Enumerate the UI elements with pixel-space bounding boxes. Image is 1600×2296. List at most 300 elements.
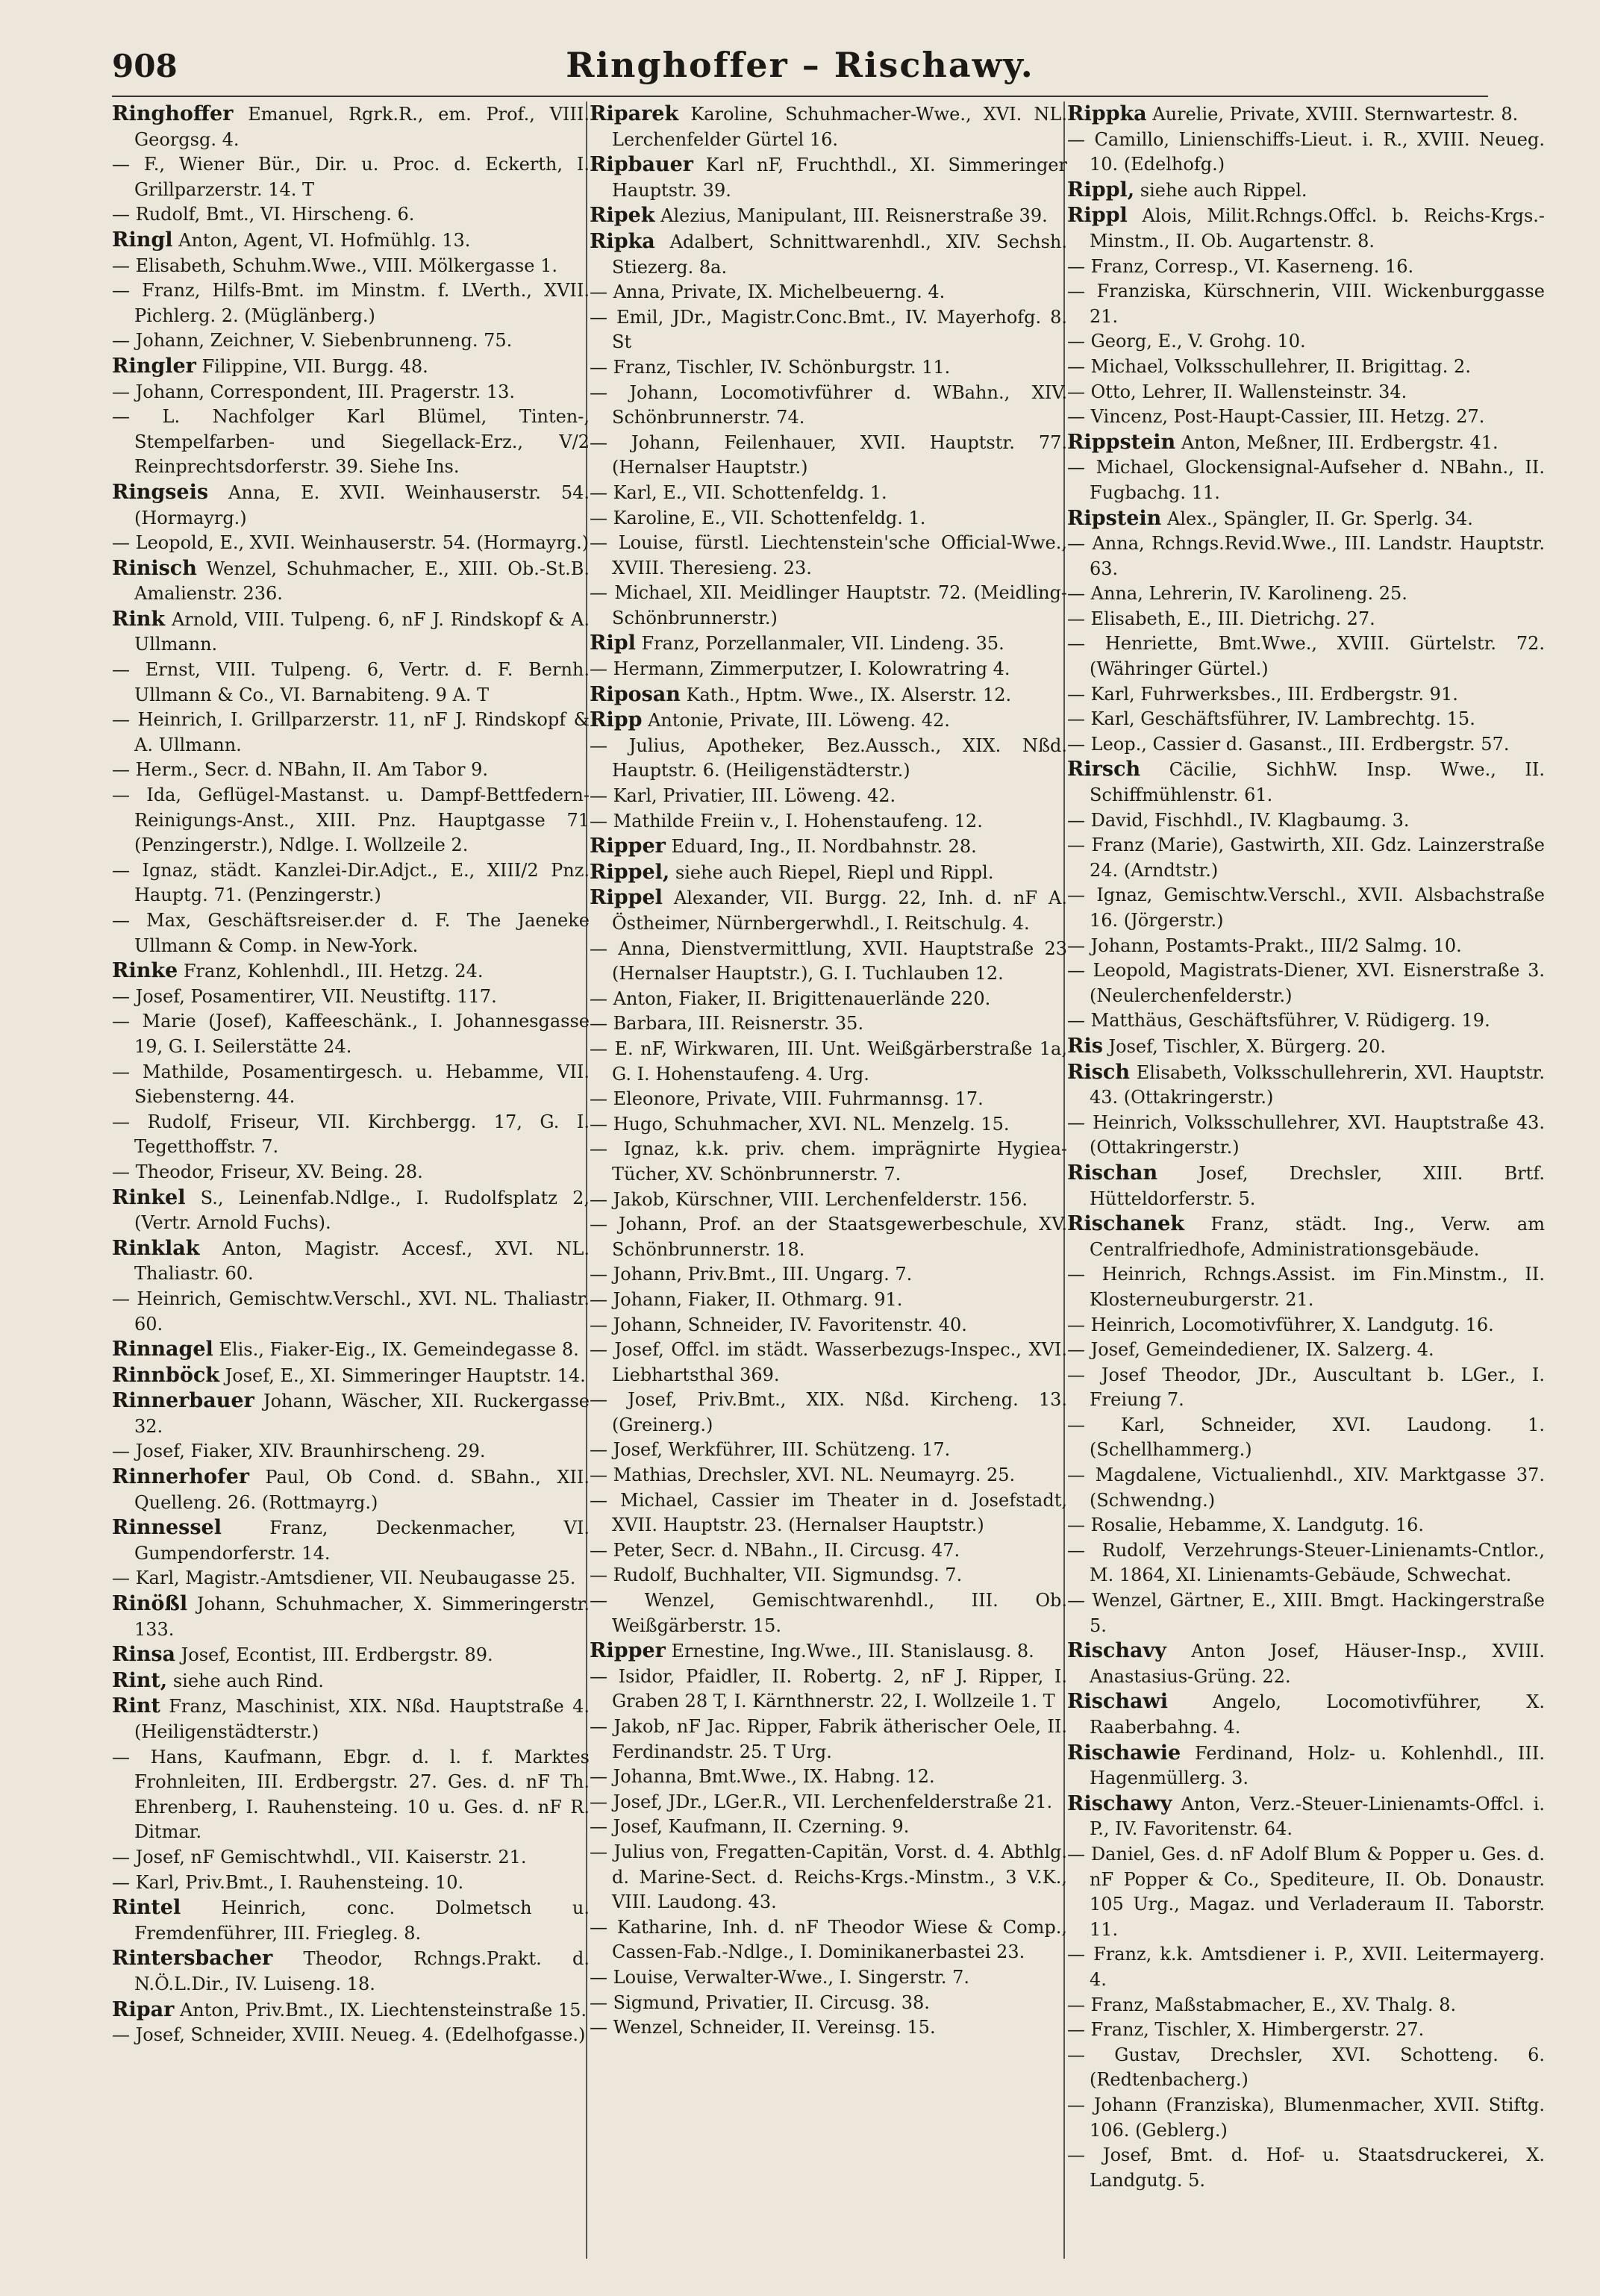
directory-entry	[590, 381, 1067, 431]
directory-entry	[590, 1338, 1067, 1388]
directory-entry	[590, 1765, 1067, 1790]
directory-entry	[590, 937, 1067, 987]
entry-surname: Ripbauer	[590, 153, 693, 177]
entry-surname: Rischawy	[1067, 1791, 1172, 1815]
entry-text: Alexander, VII. Burgg. 22, Inh. d. nF A. Östheimer, Nürnbergerwhdl., I. Reitschulg. 4.	[612, 887, 1067, 934]
entry-surname: Ringler	[112, 354, 196, 378]
entry-text: Alex., Spängler, II. Gr. Sperlg. 34.	[1166, 508, 1473, 529]
directory-entry	[590, 1915, 1067, 1965]
entry-surname: Rinnerbauer	[112, 1389, 254, 1413]
entry-text: — Johann (Franziska), Blumenmacher, XVII. Stiftg. 106. (Geblerg.)	[1067, 2094, 1545, 2141]
entry-text: Anton, Priv.Bmt., IX. Liechtensteinstraße 15.	[179, 1999, 587, 2021]
entry-surname: Rischawie	[1067, 1741, 1181, 1765]
entry-surname: Rischavy	[1067, 1639, 1166, 1663]
entry-text: — Katharine, Inh. d. nF Theodor Wiese & Comp., Cassen-Fab.-Ndlge., I. Dominikanerbastei 23.	[590, 1916, 1067, 1963]
directory-entry	[1067, 1211, 1545, 1262]
directory-entry	[1067, 2143, 1545, 2193]
entry-surname: Ripka	[590, 229, 655, 253]
entry-text: — Franz (Marie), Gastwirth, XII. Gdz. Lainzerstraße 24. (Arndtstr.)	[1067, 835, 1545, 881]
entry-text: Kath., Hptm. Wwe., IX. Alserstr. 12.	[686, 684, 1012, 705]
directory-entry	[112, 1745, 590, 1845]
entry-surname: Rink	[112, 607, 166, 631]
entry-text: — Matthäus, Geschäftsführer, V. Rüdigerg. 19.	[1067, 1010, 1490, 1032]
entry-text: — Franz, Hilfs-Bmt. im Minstm. f. LVerth., XVII. Pichlerg. 2. (Müglänberg.)	[112, 280, 590, 326]
entry-text: — Sigmund, Privatier, II. Circusg. 38.	[590, 1991, 930, 2013]
entry-text: — Camillo, Linienschiffs-Lieut. i. R., XVIII. Neueg. 10. (Edelhofg.)	[1067, 128, 1545, 175]
entry-text: — Johann, Correspondent, III. Pragerstr. 13.	[112, 381, 515, 402]
entry-surname: Rinke	[112, 959, 178, 983]
entry-text: — Franz, Corresp., VI. Kaserneng. 16.	[1067, 255, 1414, 277]
entry-text: — Mathilde, Posamentirgesch. u. Hebamme, VII. Siebensterng. 44.	[112, 1061, 590, 1108]
entry-text: — Johann, Locomotivführer d. WBahn., XIV. Schönbrunnerstr. 74.	[590, 381, 1067, 428]
directory-entry	[590, 834, 1067, 860]
directory-entry	[112, 228, 590, 254]
entry-surname: Rippel	[590, 886, 663, 910]
directory-entry	[1067, 1338, 1545, 1363]
directory-entry	[112, 1845, 590, 1871]
directory-entry	[590, 1488, 1067, 1538]
entry-text: Anton Josef, Häuser-Insp., XVIII. Anastasius-Grüng. 22.	[1090, 1641, 1545, 1687]
entry-surname: Rippka	[1067, 102, 1147, 125]
directory-entry	[1067, 2043, 1545, 2093]
directory-entry	[590, 2015, 1067, 2041]
entry-text: — Hans, Kaufmann, Ebgr. d. l. f. Marktes Frohnleiten, III. Erdbergstr. 27. Ges. d. nF Th. Ehrenberg, I. Rauhensteing. 10 u. Ges. d. nF R. Ditmar.	[112, 1746, 590, 1843]
directory-entry	[1067, 1513, 1545, 1538]
entry-text: — Karl, Magistr.-Amtsdiener, VII. Neubaugasse 25.	[112, 1567, 576, 1589]
entry-text: Josef, Econtist, III. Erdbergstr. 89.	[181, 1644, 493, 1666]
entry-text: — F., Wiener Bür., Dir. u. Proc. d. Eckerth, I. Grillparzerstr. 14. T	[112, 154, 590, 200]
entry-text: Wenzel, Schuhmacher, E., XIII. Ob.-St.B. Amalienstr. 236.	[134, 558, 590, 605]
directory-entry	[112, 1110, 590, 1160]
entry-text: — Heinrich, Volksschullehrer, XVI. Hauptstraße 43. (Ottakringerstr.)	[1067, 1111, 1545, 1158]
directory-entry	[1067, 934, 1545, 959]
entry-surname: Rintel	[112, 1896, 181, 1920]
directory-entry	[1067, 102, 1545, 128]
entry-surname: Rinnerhofer	[112, 1465, 250, 1489]
entry-text: — Johann, Feilenhauer, XVII. Hauptstr. 77. (Hernalser Hauptstr.)	[590, 431, 1067, 478]
directory-entry	[112, 858, 590, 908]
entry-text: — Heinrich, Gemischtw.Verschl., XVI. NL. Thaliastr. 60.	[112, 1288, 590, 1335]
directory-entry	[1067, 178, 1545, 204]
entry-text: Heinrich, conc. Dolmetsch u. Fremdenführer, III. Friegleg. 8.	[134, 1897, 590, 1944]
entry-text: — Michael, XII. Meidlinger Hauptstr. 72. (Meidling-Schönbrunnerstr.)	[590, 582, 1067, 628]
entry-text: — Wenzel, Gemischtwarenhdl., III. Ob. Weißgärberstr. 15.	[590, 1590, 1067, 1636]
entry-text: Ferdinand, Holz- u. Kohlenhdl., III. Hagenmüllerg. 3.	[1090, 1742, 1545, 1789]
directory-entry	[1067, 329, 1545, 355]
directory-entry	[590, 1212, 1067, 1262]
entry-surname: Rinößl	[112, 1592, 188, 1616]
entry-text: — Josef Theodor, JDr., Auscultant b. LGer., I. Freiung 7.	[1067, 1364, 1545, 1411]
directory-entry	[1067, 430, 1545, 456]
entry-text: — Josef, Posamentirer, VII. Neustiftg. 117.	[112, 985, 497, 1007]
entry-text: Angelo, Locomotivführer, X. Raaberbahng. 4.	[1090, 1691, 1545, 1738]
entry-text: — Johann, Prof. an der Staatsgewerbeschule, XV. Schönbrunnerstr. 18.	[590, 1214, 1067, 1260]
entry-text: — Josef, Fiaker, XIV. Braunhirscheng. 29.	[112, 1441, 486, 1462]
directory-entry	[590, 1313, 1067, 1338]
entry-text: Emanuel, Rgrk.R., em. Prof., VIII. Georgsg. 4.	[134, 104, 590, 150]
directory-entry	[1067, 1262, 1545, 1312]
entry-text: — Johann, Zeichner, V. Siebenbrunneng. 75.	[112, 330, 513, 352]
entry-text: Aurelie, Private, XVIII. Sternwartestr. 8.	[1152, 104, 1519, 125]
entry-text: Anton, Verz.-Steuer-Linienamts-Offcl. i. P., IV. Favoritenstr. 64.	[1090, 1793, 1545, 1840]
entry-text: — Herm., Secr. d. NBahn, II. Am Tabor 9.	[112, 759, 488, 781]
header-rule	[112, 96, 1488, 97]
entry-surname: Rintersbacher	[112, 1947, 273, 1971]
directory-entry	[590, 860, 1067, 886]
directory-entry	[590, 581, 1067, 631]
entry-text: — Barbara, III. Reisnerstr. 35.	[590, 1013, 864, 1035]
directory-entry	[590, 682, 1067, 708]
directory-entry	[112, 1009, 590, 1059]
entry-text: Ernestine, Ing.Wwe., III. Stanislausg. 8.	[671, 1641, 1034, 1662]
entry-text: — Jakob, nF Jac. Ripper, Fabrik ätherischer Oele, II. Ferdinandstr. 25. T Urg.	[590, 1716, 1067, 1762]
entry-text: Alezius, Manipulant, III. Reisnerstraße 39.	[660, 205, 1048, 227]
directory-entry	[1067, 808, 1545, 834]
directory-entry	[112, 2023, 590, 2048]
directory-entry	[1067, 1588, 1545, 1638]
directory-entry	[1067, 631, 1545, 681]
entry-text: — Wenzel, Gärtner, E., XIII. Bmgt. Hackingerstraße 5.	[1067, 1590, 1545, 1636]
entry-surname: Rint	[112, 1694, 160, 1718]
directory-entry	[112, 1337, 590, 1363]
directory-entry	[112, 1439, 590, 1464]
entry-text: — Anton, Fiaker, II. Brigittenauerlände 220.	[590, 988, 991, 1009]
directory-entry	[1067, 732, 1545, 758]
directory-entry	[590, 1665, 1067, 1715]
running-title: Ringhoffer – Rischawy.	[566, 45, 1034, 85]
entry-text: Filippine, VII. Burgg. 48.	[201, 355, 428, 377]
entry-text: Karl nF, Fruchthdl., XI. Simmeringer Hauptstr. 39.	[612, 155, 1067, 201]
entry-text: — Karoline, E., VII. Schottenfeldg. 1.	[590, 507, 926, 528]
entry-text: — Michael, Glockensignal-Aufseher d. NBahn., II. Fugbachg. 11.	[1067, 457, 1545, 503]
entry-text: Franz, Deckenmacher, VI. Gumpendorferstr. 14.	[134, 1517, 590, 1564]
entry-text: — Marie (Josef), Kaffeeschänk., I. Johannesgasse 19, G. I. Seilerstätte 24.	[112, 1011, 590, 1057]
entry-surname: Ripper	[590, 835, 666, 858]
directory-entry	[112, 1694, 590, 1744]
directory-entry	[590, 1438, 1067, 1463]
directory-entry	[1067, 833, 1545, 883]
directory-entry	[1067, 1689, 1545, 1740]
directory-entry	[590, 102, 1067, 152]
entry-text: — Julius von, Fregatten-Capitän, Vorst. d. 4. Abthlg. d. Marine-Sect. d. Reichs-Krgs.-Minstm., 3 V.K., VIII. Laudong. 43.	[590, 1841, 1067, 1913]
entry-text: — E. nF, Wirkwaren, III. Unt. Weißgärberstraße 1a, G. I. Hohenstaufeng. 4. Urg.	[590, 1038, 1067, 1085]
directory-entry	[1067, 1034, 1545, 1060]
entry-text: — Karl, Priv.Bmt., I. Rauhensteing. 10.	[112, 1871, 464, 1893]
entry-surname: Ripar	[112, 1997, 175, 2021]
entry-text: — Wenzel, Schneider, II. Vereinsg. 15.	[590, 2017, 936, 2038]
directory-entry	[590, 885, 1067, 936]
directory-entry	[590, 1991, 1067, 2016]
entry-text: — Heinrich, Rchngs.Assist. im Fin.Minstm., II. Klosterneuburgerstr. 21.	[1067, 1264, 1545, 1310]
entry-text: — Anna, Lehrerin, IV. Karolineng. 25.	[1067, 583, 1407, 605]
entry-text: — Theodor, Friseur, XV. Being. 28.	[112, 1161, 423, 1182]
directory-entry	[1067, 203, 1545, 254]
directory-entry	[112, 1515, 590, 1566]
entry-text: — Johann, Schneider, IV. Favoritenstr. 40.	[590, 1314, 967, 1335]
entry-text: — Emil, JDr., Magistr.Conc.Bmt., IV. Mayerhofg. 8. St	[590, 306, 1067, 353]
entry-text: — Josef, Gemeindediener, IX. Salzerg. 4.	[1067, 1339, 1434, 1361]
entry-text: — Josef, Bmt. d. Hof- u. Staatsdruckerei, X. Landgutg. 5.	[1067, 2144, 1545, 2191]
entry-text: Anton, Agent, VI. Hofmühlg. 13.	[178, 229, 471, 251]
directory-entry	[590, 987, 1067, 1012]
directory-entry	[112, 405, 590, 480]
directory-entry	[1067, 607, 1545, 632]
entry-text: — Josef, Schneider, XVIII. Neueg. 4. (Edelhofgasse.)	[112, 2024, 586, 2046]
entry-text: — Johann, Postamts-Prakt., III/2 Salmg. 10.	[1067, 935, 1462, 956]
directory-entry	[112, 1871, 590, 1896]
directory-entry	[590, 708, 1067, 734]
entry-surname: Rischawi	[1067, 1690, 1168, 1714]
directory-entry	[112, 202, 590, 228]
entry-surname: Ris	[1067, 1034, 1103, 1058]
entry-text: — Anna, Dienstvermittlung, XVII. Hauptstraße 23 (Hernalser Hauptstr.), G. I. Tuchlauben 12.	[590, 938, 1067, 985]
entry-text: — Otto, Lehrer, II. Wallensteinstr. 34.	[1067, 381, 1407, 402]
entry-text: — Karl, Geschäftsführer, IV. Lambrechtg. 15.	[1067, 708, 1475, 730]
entry-text: — Michael, Cassier im Theater in d. Josefstadt, XVII. Hauptstr. 23. (Hernalser Hauptstr.)	[590, 1489, 1067, 1536]
entry-text: — Johanna, Bmt.Wwe., IX. Habng. 12.	[590, 1766, 935, 1788]
entry-surname: Ripp	[590, 708, 643, 732]
entry-text: — Karl, E., VII. Schottenfeldg. 1.	[590, 481, 887, 503]
directory-entry	[1067, 958, 1545, 1008]
directory-entry	[112, 152, 590, 202]
directory-entry	[112, 1566, 590, 1591]
directory-entry	[112, 102, 590, 152]
entry-surname: Ripl	[590, 631, 636, 655]
entry-text: Theodor, Rchngs.Prakt. d. N.Ö.L.Dir., IV. Luiseng. 18.	[134, 1948, 590, 1994]
directory-entry	[1067, 1741, 1545, 1791]
directory-entry	[112, 985, 590, 1010]
directory-entry	[1067, 405, 1545, 430]
directory-entry	[590, 734, 1067, 784]
directory-entry	[1067, 2093, 1545, 2143]
entry-surname: Ripek	[590, 204, 655, 228]
directory-entry	[1067, 581, 1545, 607]
entry-text: — Josef, Werkführer, III. Schützeng. 17.	[590, 1439, 951, 1461]
directory-entry	[1067, 1363, 1545, 1413]
entry-text: — Mathilde Freiin v., I. Hohenstaufeng. 12.	[590, 810, 983, 832]
entry-surname: Rinnagel	[112, 1338, 213, 1361]
entry-text: — Rosalie, Hebamme, X. Landgutg. 16.	[1067, 1514, 1425, 1536]
entry-text: — Isidor, Pfaidler, II. Robertg. 2, nF J. Ripper, I. Graben 28 T, I. Kärnthnerstr. 22, I. Wollzeile 1. T	[590, 1665, 1067, 1712]
directory-entry	[112, 480, 590, 531]
directory-entry	[112, 1895, 590, 1946]
entry-text: — Vincenz, Post-Haupt-Cassier, III. Hetzg. 27.	[1067, 406, 1485, 428]
entry-surname: Ripstein	[1067, 506, 1162, 530]
entry-text: — David, Fischhdl., IV. Klagbaumg. 3.	[1067, 809, 1410, 831]
directory-entry	[1067, 1538, 1545, 1588]
entry-text: siehe auch Riepel, Riepl und Rippl.	[675, 861, 994, 883]
entry-text: Josef, Tischler, X. Bürgerg. 20.	[1108, 1035, 1387, 1057]
entry-text: — Leopold, Magistrats-Diener, XVI. Eisnerstraße 3. (Neulerchenfelderstr.)	[1067, 960, 1545, 1006]
entry-text: Franz, Kohlenhdl., III. Hetzg. 24.	[183, 961, 484, 982]
directory-entry	[112, 1287, 590, 1337]
directory-entry	[112, 658, 590, 708]
directory-entry	[112, 1642, 590, 1668]
directory-entry	[590, 809, 1067, 835]
entry-surname: Rinklak	[112, 1236, 200, 1260]
entry-text: — Ignaz, städt. Kanzlei-Dir.Adjct., E., XIII/2 Pnz. Hauptg. 71. (Penzingerstr.)	[112, 859, 590, 906]
entry-text: — Franz, Maßstabmacher, E., XV. Thalg. 8.	[1067, 1994, 1457, 2015]
directory-entry	[1067, 1842, 1545, 1942]
entry-text: — Ignaz, k.k. priv. chem. imprägnirte Hygiea-Tücher, XV. Schönbrunnerstr. 7.	[590, 1138, 1067, 1185]
entry-text: — Mathias, Drechsler, XVI. NL. Neumayrg. 25.	[590, 1464, 1016, 1486]
entry-text: — Franziska, Kürschnerin, VIII. Wickenburggasse 21.	[1067, 281, 1545, 327]
entry-text: — Rudolf, Buchhalter, VII. Sigmundsg. 7.	[590, 1565, 963, 1586]
entry-text: Karoline, Schuhmacher-Wwe., XVI. NL. Lerchenfelder Gürtel 16.	[612, 104, 1067, 150]
entry-text: — Franz, Tischler, X. Himbergerstr. 27.	[1067, 2019, 1425, 2041]
directory-entry	[590, 1262, 1067, 1288]
directory-entry	[112, 1185, 590, 1236]
directory-entry	[1067, 757, 1545, 808]
directory-entry	[112, 354, 590, 380]
directory-entry	[590, 280, 1067, 305]
directory-entry	[112, 1060, 590, 1110]
directory-entry	[1067, 2018, 1545, 2043]
entry-surname: Rippl,	[1067, 178, 1135, 202]
directory-entry	[112, 1591, 590, 1642]
directory-entry	[112, 958, 590, 985]
page-number: 908	[112, 48, 178, 84]
directory-entry	[590, 1011, 1067, 1037]
entry-text: — Hermann, Zimmerputzer, I. Kolowratring 4.	[590, 658, 1010, 680]
entry-text: — Hugo, Schuhmacher, XVI. NL. Menzelg. 15.	[590, 1113, 1010, 1135]
directory-entry	[1067, 1161, 1545, 1211]
entry-surname: Risch	[1067, 1060, 1130, 1084]
directory-entry	[1067, 1791, 1545, 1842]
entry-text: — Louise, fürstl. Liechtenstein'sche Official-Wwe., XVIII. Theresieng. 23.	[590, 532, 1067, 578]
directory-entry	[590, 152, 1067, 203]
directory-entry	[590, 1137, 1067, 1187]
directory-entry	[590, 1588, 1067, 1638]
entry-text: Franz, Maschinist, XIX. Nßd. Hauptstraße 4. (Heiligenstädterstr.)	[134, 1696, 590, 1742]
directory-entry	[1067, 1008, 1545, 1034]
directory-entry	[590, 1965, 1067, 1991]
entry-text: — Johann, Priv.Bmt., III. Ungarg. 7.	[590, 1264, 913, 1285]
entry-text: — Louise, Verwalter-Wwe., I. Singerstr. 7.	[590, 1966, 969, 1988]
entry-text: — Josef, nF Gemischtwhdl., VII. Kaiserstr. 21.	[112, 1846, 527, 1868]
entry-text: — Josef, Offcl. im städt. Wasserbezugs-Inspec., XVI. Liebhartsthal 369.	[590, 1339, 1067, 1385]
entry-text: — Gustav, Drechsler, XVI. Schotteng. 6. (Redtenbacherg.)	[1067, 2044, 1545, 2091]
entry-surname: Rippl	[1067, 204, 1128, 228]
directory-entry	[112, 531, 590, 556]
entry-text: Franz, städt. Ing., Verw. am Centralfriedhofe, Administrationsgebäude.	[1090, 1214, 1545, 1260]
entry-text: Eduard, Ing., II. Nordbahnstr. 28.	[671, 836, 977, 858]
directory-entry	[590, 1188, 1067, 1213]
entry-text: — Daniel, Ges. d. nF Adolf Blum & Popper u. Ges. d. nF Popper & Co., Spediteure, II. Ob. Donaustr. 105 Urg., Magaz. und Verladeraum II. Taborstr. 11.	[1067, 1843, 1545, 1940]
directory-entry	[1067, 1313, 1545, 1338]
entry-text: — Johann, Fiaker, II. Othmarg. 91.	[590, 1288, 903, 1310]
directory-entry	[112, 1997, 590, 2024]
directory-entry	[112, 254, 590, 279]
entry-surname: Riparek	[590, 102, 679, 125]
entry-surname: Ringl	[112, 228, 173, 252]
entry-text: — Anna, Private, IX. Michelbeuerng. 4.	[590, 281, 946, 303]
entry-text: — Georg, E., V. Grohg. 10.	[1067, 331, 1306, 352]
directory-entry	[1067, 883, 1545, 933]
entry-text: — Eleonore, Private, VIII. Fuhrmannsg. 17.	[590, 1088, 984, 1110]
entry-text: — Ignaz, Gemischtw.Verschl., XVII. Alsbachstraße 16. (Jörgerstr.)	[1067, 885, 1545, 931]
directory-entry	[1067, 1993, 1545, 2018]
entry-text: — Heinrich, I. Grillparzerstr. 11, nF J. Rindskopf & A. Ullmann.	[112, 709, 590, 755]
directory-entry	[590, 1815, 1067, 1840]
directory-entry	[590, 1638, 1067, 1665]
entry-text: — Franz, k.k. Amtsdiener i. P., XVII. Leitermayerg. 4.	[1067, 1944, 1545, 1990]
entry-text: siehe auch Rippel.	[1140, 179, 1307, 201]
page-header	[112, 43, 1488, 96]
entry-surname: Rippel,	[590, 860, 670, 884]
entry-text: — Rudolf, Bmt., VI. Hirscheng. 6.	[112, 204, 415, 225]
directory-entry	[1067, 1463, 1545, 1513]
directory-entry	[112, 1388, 590, 1439]
directory-entry	[1067, 1413, 1545, 1463]
entry-text: — Rudolf, Friseur, VII. Kirchbergg. 17, G. I. Tegetthoffstr. 7.	[112, 1111, 590, 1158]
directory-entry	[590, 1112, 1067, 1138]
directory-entry	[590, 355, 1067, 381]
directory-entry	[112, 908, 590, 958]
entry-text: — Karl, Schneider, XVI. Laudong. 1. (Schellhammerg.)	[1067, 1414, 1545, 1461]
directory-entry	[1067, 1638, 1545, 1689]
entry-surname: Riposan	[590, 682, 681, 706]
directory-entry	[1067, 1111, 1545, 1161]
directory-entry	[1067, 1060, 1545, 1111]
entry-surname: Ringseis	[112, 480, 209, 504]
directory-entry	[1067, 255, 1545, 280]
entry-text: — Josef, Priv.Bmt., XIX. Nßd. Kircheng. 13. (Greinerg.)	[590, 1389, 1067, 1435]
entry-text: Cäcilie, SichhW. Insp. Wwe., II. Schiffmühlenstr. 61.	[1090, 759, 1545, 806]
entry-text: — Ernst, VIII. Tulpeng. 6, Vertr. d. F. Bernh. Ullmann & Co., VI. Barnabiteng. 9 A. T	[112, 659, 590, 705]
directory-entry	[112, 556, 590, 607]
entry-text: Antonie, Private, III. Löweng. 42.	[648, 710, 950, 731]
directory-entry	[112, 783, 590, 858]
directory-entry	[590, 784, 1067, 809]
directory-entry	[112, 1363, 590, 1389]
entry-text: — Heinrich, Locomotivführer, X. Landgutg. 16.	[1067, 1314, 1494, 1335]
entry-surname: Rinnböck	[112, 1363, 219, 1387]
entry-text: Alois, Milit.Rchngs.Offcl. b. Reichs-Krgs.-Minstm., II. Ob. Augartenstr. 8.	[1090, 205, 1545, 252]
directory-entry	[1067, 707, 1545, 732]
entry-text: — L. Nachfolger Karl Blümel, Tinten-, Stempelfarben- und Siegellack-Erz., V/2 Reinprechtsdorferstr. 39. Siehe Ins.	[112, 406, 590, 478]
entry-text: Johann, Wäscher, XII. Ruckergasse 32.	[134, 1391, 590, 1437]
entry-text: Anton, Meßner, III. Erdbergstr. 41.	[1181, 431, 1499, 453]
entry-text: Franz, Porzellanmaler, VII. Lindeng. 35.	[641, 633, 1004, 655]
entry-text: — Karl, Fuhrwerksbes., III. Erdbergstr. 91.	[1067, 683, 1458, 705]
directory-entry	[590, 305, 1067, 355]
directory-entry	[590, 203, 1067, 229]
entry-text: — Julius, Apotheker, Bez.Aussch., XIX. Nßd. Hauptstr. 6. (Heiligenstädterstr.)	[590, 734, 1067, 782]
entry-surname: Ringhoffer	[112, 102, 234, 125]
directory-entry	[112, 1160, 590, 1185]
directory-entry	[590, 1037, 1067, 1087]
directory-entry	[590, 1087, 1067, 1112]
directory-entry	[112, 607, 590, 658]
entry-surname: Rinsa	[112, 1643, 176, 1667]
directory-entry	[590, 506, 1067, 531]
directory-entry	[590, 1388, 1067, 1438]
entry-text: — Leop., Cassier d. Gasanst., III. Erdbergstr. 57.	[1067, 733, 1510, 755]
directory-entry	[1067, 380, 1545, 405]
directory-entry	[590, 1538, 1067, 1564]
directory-entry	[590, 1563, 1067, 1588]
entry-text: — Max, Geschäftsreiser.der d. F. The Jaeneke Ullmann & Comp. in New-York.	[112, 910, 590, 956]
column-3	[1067, 102, 1545, 2259]
entry-text: — Josef, Kaufmann, II. Czerning. 9.	[590, 1816, 910, 1838]
entry-text: S., Leinenfab.Ndlge., I. Rudolfsplatz 2, (Vertr. Arnold Fuchs).	[134, 1187, 590, 1234]
directory-entry	[590, 1790, 1067, 1815]
column-2	[590, 102, 1067, 2259]
directory-entry	[590, 481, 1067, 506]
entry-surname: Rinisch	[112, 556, 197, 580]
entry-text: — Rudolf, Verzehrungs-Steuer-Linienamts-Cntlor., M. 1864, XI. Linienamts-Gebäude, Schwechat.	[1067, 1539, 1545, 1586]
